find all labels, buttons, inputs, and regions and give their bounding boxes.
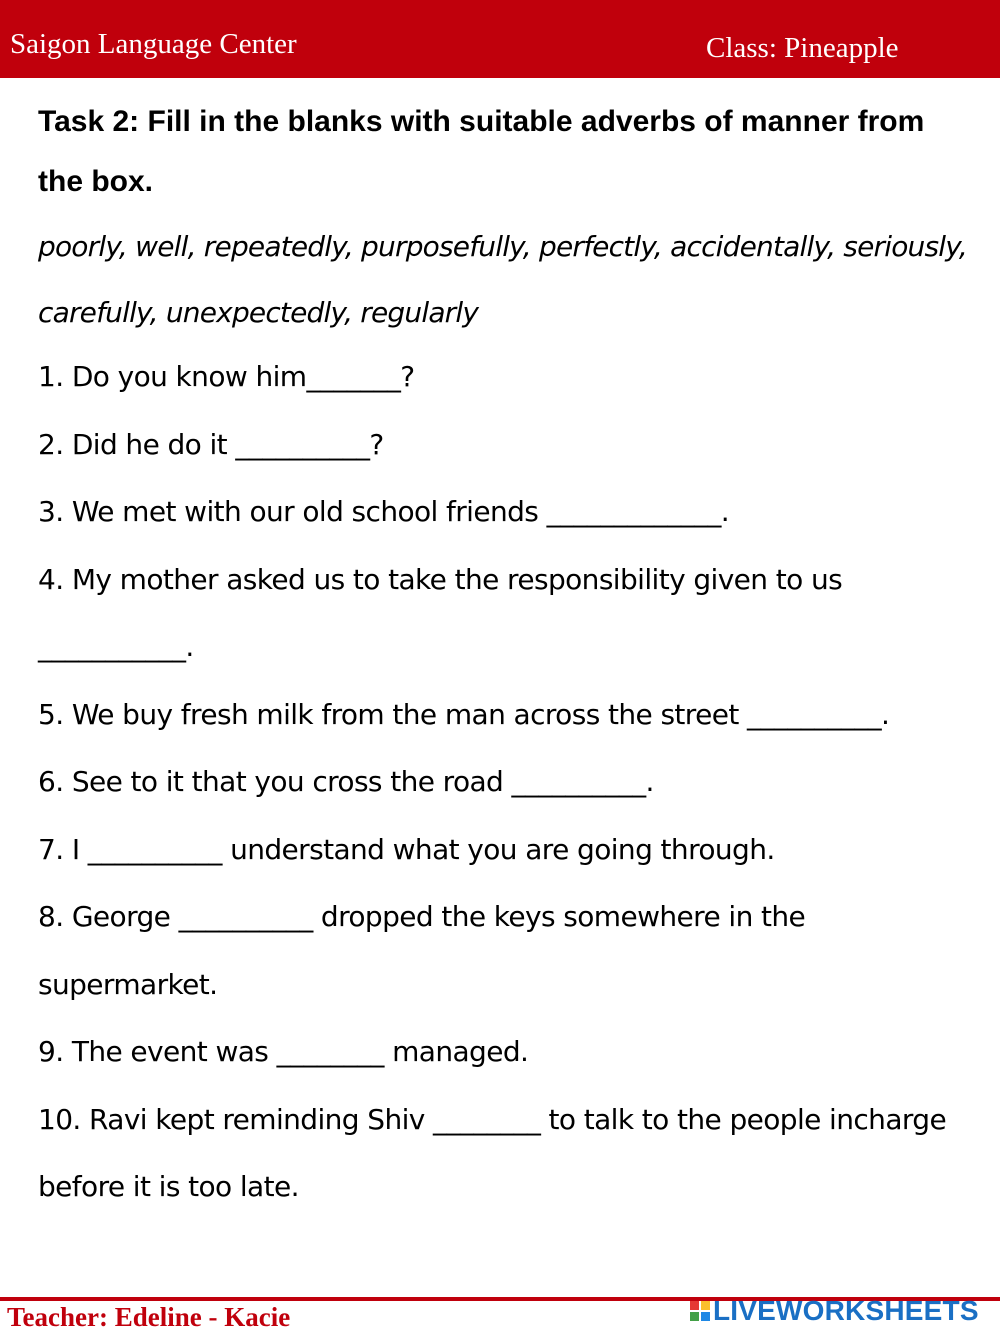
- liveworksheets-brand[interactable]: [690, 1296, 979, 1326]
- question-item: 8. George __________ dropped the keys somewhere in the supermarket.: [38, 900, 806, 1001]
- brand-text: LIVEWORKSHEETS: [713, 1295, 979, 1326]
- question-item: 6. See to it that you cross the road __________.: [38, 765, 654, 798]
- header-bar: [0, 0, 1000, 78]
- school-name: Saigon Language Center: [10, 28, 297, 60]
- question-item: 5. We buy fresh milk from the man across the street __________.: [38, 697, 890, 731]
- word-box: poorly, well, repeatedly, purposefully, perfectly, accidentally, seriously, carefully, unexpectedly, regularly: [38, 230, 967, 329]
- question-item: 7. I __________ understand what you are going through.: [38, 832, 775, 866]
- liveworksheets-logo-icon: [690, 1301, 710, 1321]
- task-title: Task 2: Fill in the blanks with suitable adverbs of manner from the box.: [38, 105, 925, 198]
- class-name: Class: Pineapple: [706, 32, 899, 64]
- question-item: 4. My mother asked us to take the responsibility given to us ___________.: [38, 562, 843, 663]
- question-item: 10. Ravi kept reminding Shiv ________ to talk to the people incharge before it is too late.: [38, 1102, 947, 1203]
- question-item: 9. The event was ________ managed.: [38, 1035, 529, 1068]
- question-item: 1. Do you know him_______?: [38, 360, 415, 393]
- question-list: [38, 343, 978, 1221]
- teacher-name: Teacher: Edeline - Kacie: [7, 1302, 291, 1332]
- question-item: 3. We met with our old school friends _____________.: [38, 495, 730, 528]
- question-item: 2. Did he do it __________?: [38, 427, 384, 461]
